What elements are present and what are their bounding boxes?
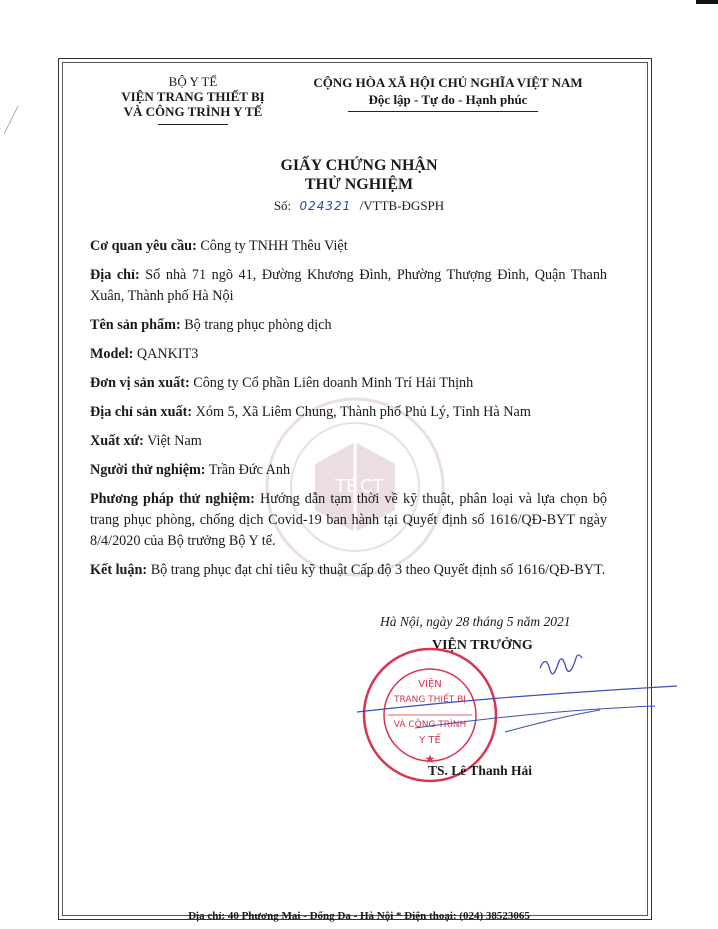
signer-name: TS. Lê Thanh Hải <box>428 763 533 778</box>
serial-number <box>0 198 718 214</box>
svg-text:TB: TB <box>335 476 359 497</box>
field-value: Công ty TNHH Thêu Việt <box>200 238 348 254</box>
motto-underline <box>348 111 538 112</box>
national-heading <box>298 74 598 108</box>
issuer-underline <box>158 124 228 125</box>
field-label: Đơn vị sản xuất: <box>90 375 190 391</box>
field-label: Phương pháp thử nghiệm: <box>90 491 255 507</box>
document-title <box>0 156 718 194</box>
field-tester <box>90 460 607 481</box>
stamp-line2: TRANG THIẾT BỊ <box>394 695 466 705</box>
corner-mark <box>696 0 718 4</box>
stamp-line4: Y TẾ <box>419 735 441 746</box>
field-manufacturing-address <box>90 402 607 423</box>
field-label: Xuất xứ: <box>90 433 144 449</box>
certificate-body <box>90 236 607 589</box>
institute-name-line2: VÀ CÔNG TRÌNH Y TẾ <box>123 104 263 119</box>
field-value: Công ty Cổ phần Liên doanh Minh Trí Hải Thịnh <box>193 375 474 391</box>
serial-label: Số: <box>273 198 292 213</box>
issuer-block <box>98 74 288 119</box>
stamp-star-icon: ★ <box>424 752 436 766</box>
field-test-method <box>90 489 607 552</box>
serial-handwritten-number: 024321 <box>299 199 352 213</box>
field-product-name <box>90 315 607 336</box>
field-value: Hướng dẫn tạm thời về kỹ thuật, phân loại và lựa chọn bộ trang phục phòng, chống dịch Covid-19 ban hành tại Quyết định số 1616/QĐ-BYT ngày 8/4/2020 của Bộ trưởng Bộ Y tế. <box>90 491 608 549</box>
field-value: Việt Nam <box>147 433 202 449</box>
serial-suffix: /VTTB-ĐGSPH <box>359 198 445 213</box>
field-value: Trần Đức Anh <box>208 462 291 478</box>
field-value: Bộ trang phục phòng dịch <box>184 317 332 333</box>
svg-text:CT: CT <box>360 476 384 497</box>
field-label: Người thử nghiệm: <box>90 462 206 478</box>
stamp-line3: VÀ CÔNG TRÌNH <box>393 720 467 730</box>
signer-title: VIỆN TRƯỞNG <box>432 638 533 653</box>
field-requesting-agency <box>90 236 607 257</box>
title-line2: THỬ NGHIỆM <box>304 176 414 193</box>
field-value: Xóm 5, Xã Liêm Chung, Thành phố Phủ Lý, Tỉnh Hà Nam <box>195 404 531 420</box>
handwritten-signature <box>355 640 685 750</box>
national-motto: Độc lập - Tự do - Hạnh phúc <box>368 92 528 107</box>
field-value: Bộ trang phục đạt chỉ tiêu kỹ thuật Cấp độ 3 theo Quyết định số 1616/QĐ-BYT. <box>150 562 606 578</box>
issue-date: Hà Nội, ngày 28 tháng 5 năm 2021 <box>380 614 571 629</box>
field-origin <box>90 431 607 452</box>
institute-name-line1: VIỆN TRANG THIẾT BỊ <box>121 89 265 104</box>
field-label: Kết luận: <box>90 562 148 578</box>
field-address <box>90 265 607 307</box>
field-label: Địa chỉ sản xuất: <box>90 404 193 420</box>
margin-pen-mark <box>0 100 30 140</box>
field-label: Địa chỉ: <box>90 267 140 283</box>
field-value: Số nhà 71 ngõ 41, Đường Khương Đình, Phường Thượng Đình, Quận Thanh Xuân, Thành phố Hà Nội <box>90 267 608 304</box>
field-label: Model: <box>90 346 134 362</box>
field-manufacturer <box>90 373 607 394</box>
title-line1: GIẤY CHỨNG NHẬN <box>280 157 438 174</box>
footer-contact: Địa chỉ: 40 Phương Mai - Đống Đa - Hà Nội * Điện thoại: (024) 38523065 <box>188 910 530 922</box>
republic-name: CỘNG HÒA XÃ HỘI CHỦ NGHĨA VIỆT NAM <box>313 75 583 90</box>
field-model <box>90 344 607 365</box>
field-label: Cơ quan yêu cầu: <box>90 238 197 254</box>
ministry-name: BỘ Y TẾ <box>168 74 218 89</box>
field-conclusion <box>90 560 607 581</box>
field-value: QANKIT3 <box>136 346 199 362</box>
field-label: Tên sản phẩm: <box>90 317 181 333</box>
stamp-line1: VIỆN <box>418 679 442 690</box>
